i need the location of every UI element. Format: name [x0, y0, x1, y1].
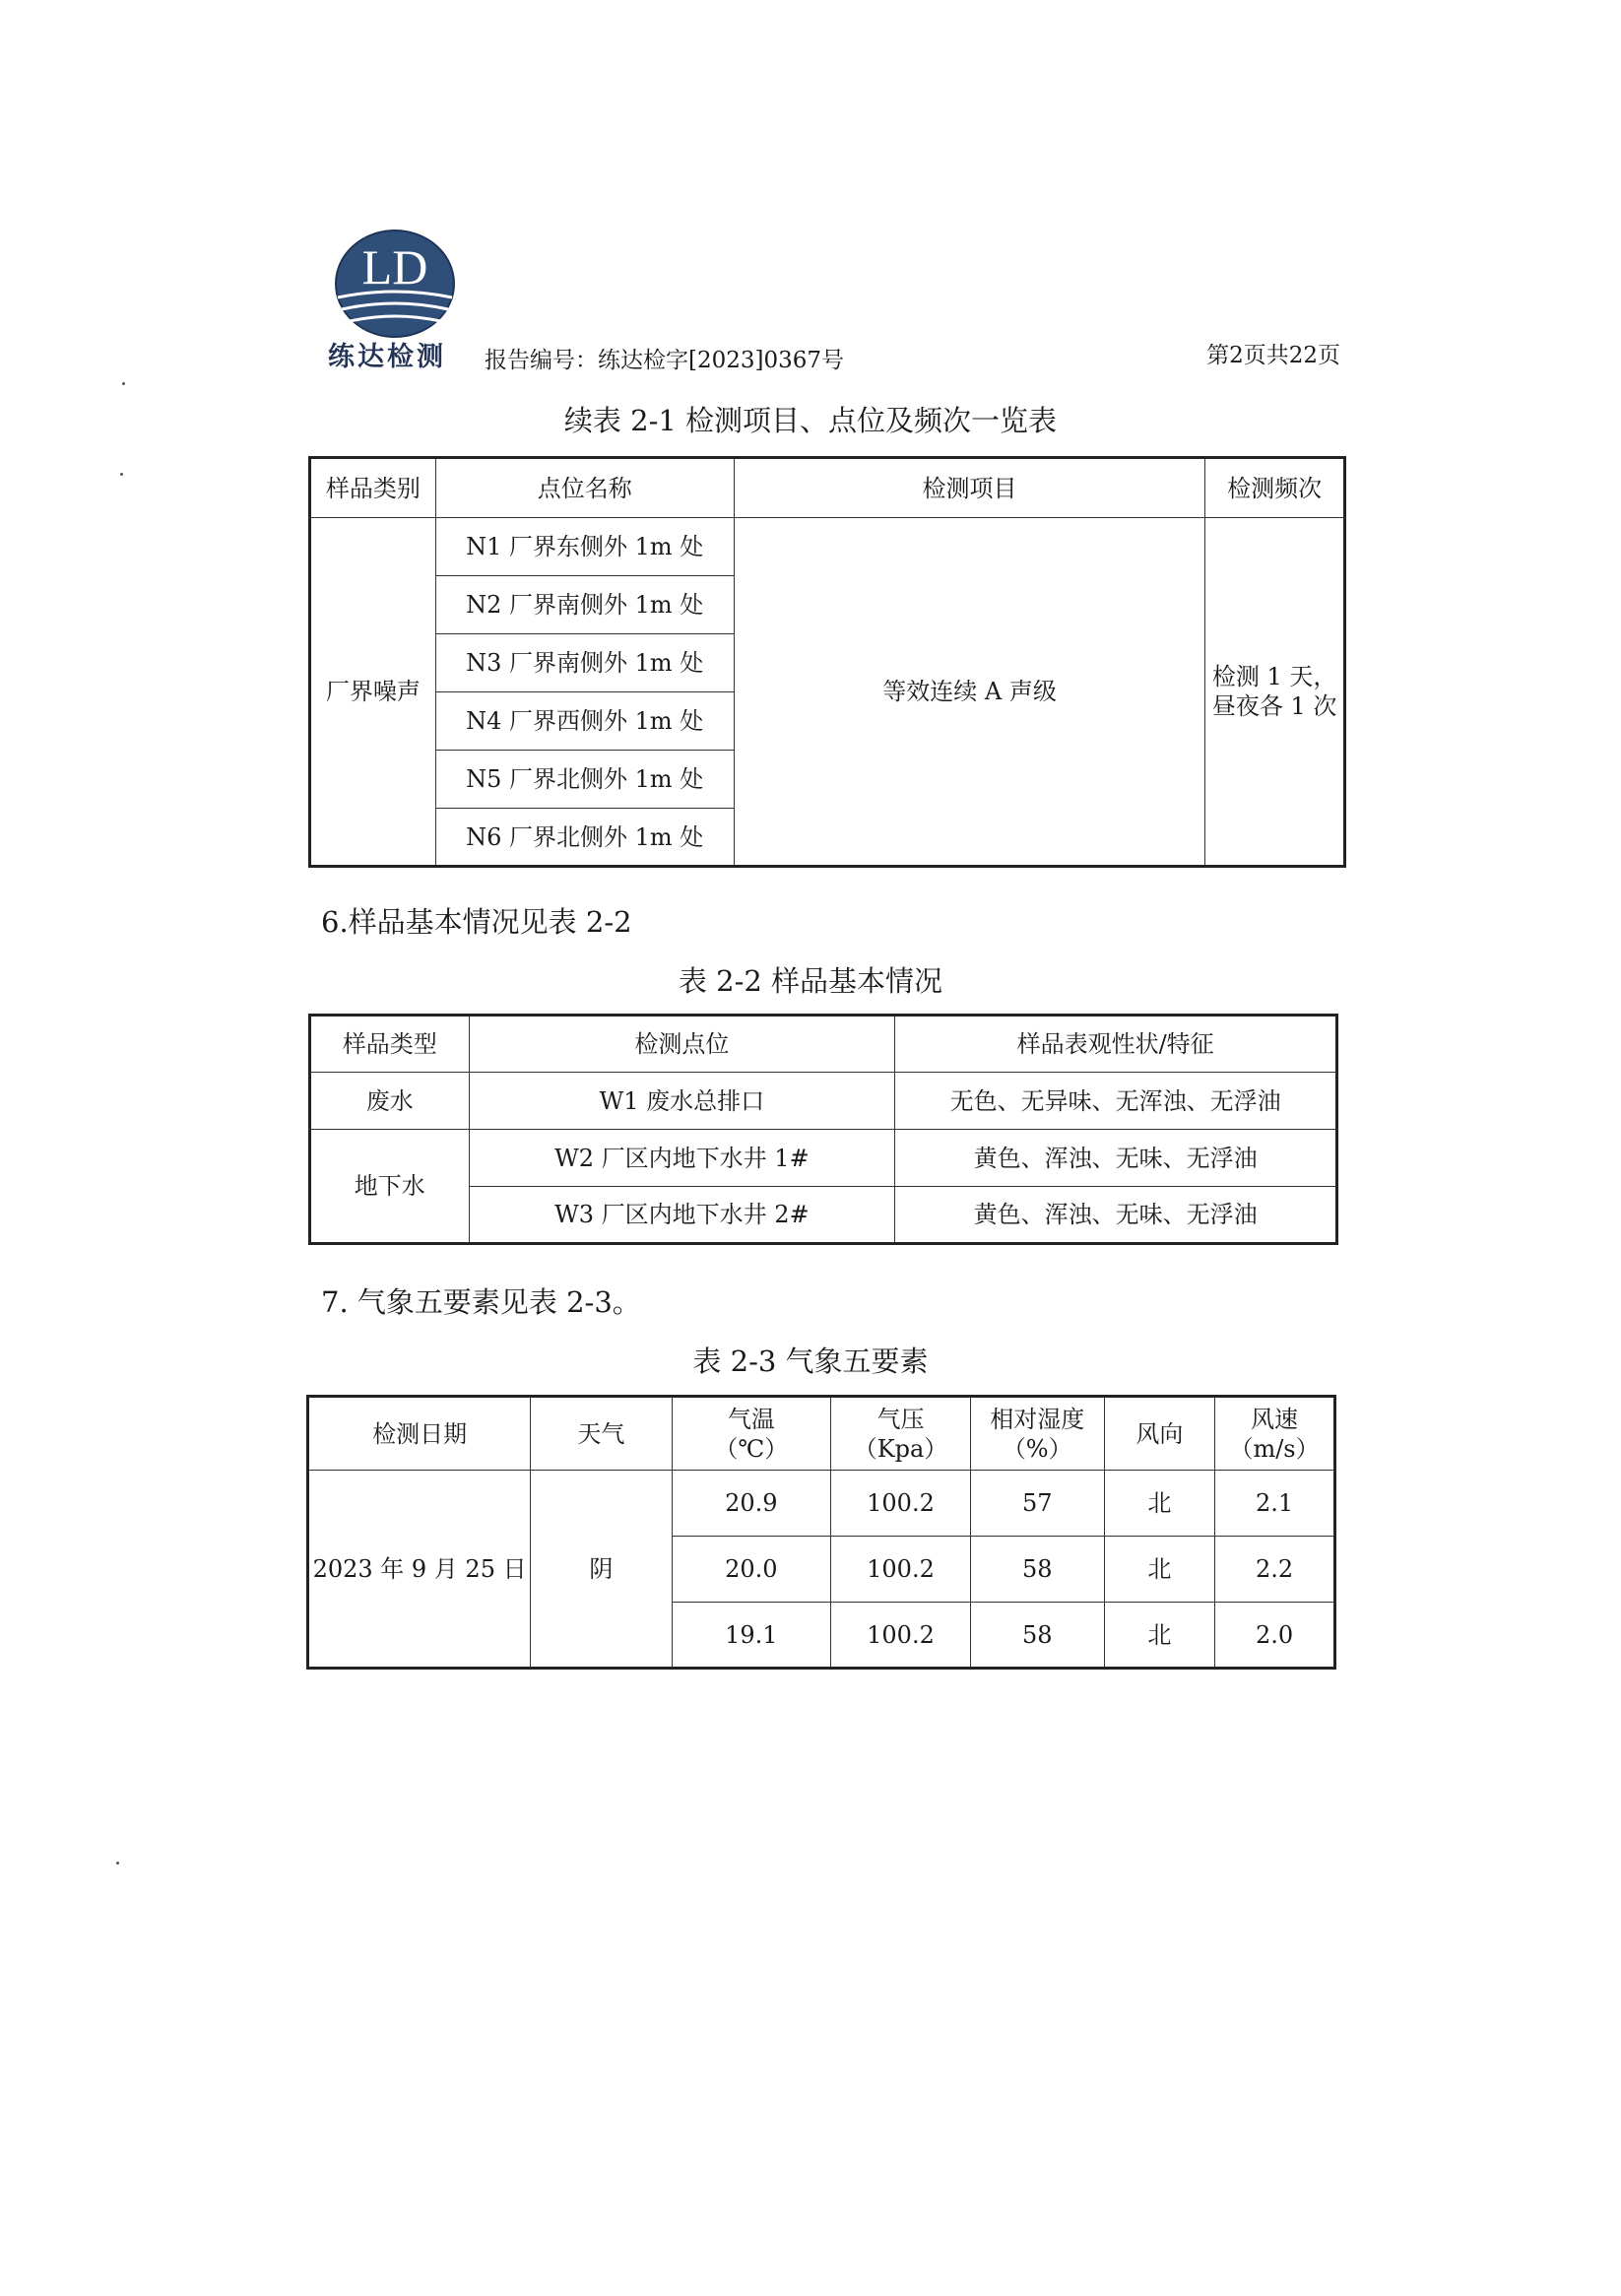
header-cell [831, 1397, 971, 1471]
scan-speck [122, 382, 125, 385]
sample-type-cell: 地下水 [310, 1130, 470, 1244]
pressure-cell: 100.2 [831, 1471, 971, 1537]
page-number: 第2页共22页 [1206, 343, 1340, 368]
test-item-cell: 等效连续 A 声级 [734, 518, 1205, 867]
temp-cell: 20.0 [672, 1537, 831, 1603]
wind-dir-cell: 北 [1104, 1603, 1215, 1669]
wind-speed-cell: 2.0 [1215, 1603, 1335, 1669]
header-line: 气温 [727, 1405, 775, 1433]
table-row [310, 518, 1345, 576]
frequency-line: 检测 1 天， [1211, 663, 1337, 690]
wind-dir-cell: 北 [1104, 1471, 1215, 1537]
table-2-3-caption: 表 2-3 气象五要素 [692, 1345, 929, 1378]
company-logo [330, 229, 460, 347]
report-number: 报告编号：练达检字[2023]0367号 [485, 348, 845, 373]
humidity-cell: 58 [970, 1603, 1104, 1669]
header-cell: 检测项目 [734, 458, 1205, 518]
frequency-cell [1205, 518, 1345, 867]
sample-type-cell: 废水 [310, 1073, 470, 1130]
point-cell: N4 厂界西侧外 1m 处 [435, 692, 734, 751]
temp-cell: 20.9 [672, 1471, 831, 1537]
feature-cell: 黄色、浑浊、无味、无浮油 [895, 1187, 1337, 1244]
table-2-2 [308, 1014, 1338, 1245]
header-line: 风速 [1251, 1405, 1299, 1433]
wind-speed-cell: 2.2 [1215, 1537, 1335, 1603]
pressure-cell: 100.2 [831, 1603, 971, 1669]
header-cell: 样品表观性状/特征 [895, 1016, 1337, 1073]
humidity-cell: 58 [970, 1537, 1104, 1603]
point-cell: N6 厂界北侧外 1m 处 [435, 809, 734, 867]
table-2-2-caption: 表 2-2 样品基本情况 [678, 964, 943, 998]
header-cell [1215, 1397, 1335, 1471]
header-cell: 检测点位 [469, 1016, 895, 1073]
sample-category-cell: 厂界噪声 [310, 518, 436, 867]
header-line: 风向 [1135, 1419, 1184, 1448]
humidity-cell: 57 [970, 1471, 1104, 1537]
header-cell: 点位名称 [435, 458, 734, 518]
header-cell: 检测频次 [1205, 458, 1345, 518]
scan-speck [120, 473, 123, 476]
table-2-3 [306, 1395, 1336, 1670]
table-row [310, 1073, 1337, 1130]
date-cell: 2023 年 9 月 25 日 [308, 1471, 531, 1669]
header-cell [308, 1397, 531, 1471]
header-line: 天气 [577, 1419, 625, 1448]
header-cell [1104, 1397, 1215, 1471]
scan-speck [116, 1862, 119, 1865]
header-unit: （℃） [714, 1434, 789, 1463]
header-cell: 样品类别 [310, 458, 436, 518]
header-cell [970, 1397, 1104, 1471]
point-cell: N3 厂界南侧外 1m 处 [435, 634, 734, 692]
feature-cell: 无色、无异味、无浑浊、无浮油 [895, 1073, 1337, 1130]
section-7-heading: 7. 气象五要素见表 2-3。 [321, 1285, 641, 1319]
header-line: 气压 [876, 1405, 925, 1433]
point-cell: N2 厂界南侧外 1m 处 [435, 576, 734, 634]
header-cell [531, 1397, 672, 1471]
header-unit: （%） [1002, 1434, 1072, 1463]
logo-text: 练达检测 [328, 342, 446, 372]
header-cell [672, 1397, 831, 1471]
pressure-cell: 100.2 [831, 1537, 971, 1603]
wind-dir-cell: 北 [1104, 1537, 1215, 1603]
weather-cell: 阴 [531, 1471, 672, 1669]
temp-cell: 19.1 [672, 1603, 831, 1669]
table-header-row [310, 1016, 1337, 1073]
point-cell: N5 厂界北侧外 1m 处 [435, 751, 734, 809]
wind-speed-cell: 2.1 [1215, 1471, 1335, 1537]
logo-letters: LD [361, 239, 428, 295]
table-header-row [308, 1397, 1335, 1471]
table-2-1 [308, 456, 1346, 868]
section-6-heading: 6.样品基本情况见表 2-2 [321, 905, 632, 939]
test-point-cell: W1 废水总排口 [469, 1073, 895, 1130]
header-cell: 样品类型 [310, 1016, 470, 1073]
frequency-line: 昼夜各 1 次 [1211, 692, 1337, 720]
table-header-row [310, 458, 1345, 518]
table-2-1-caption: 续表 2-1 检测项目、点位及频次一览表 [563, 404, 1058, 437]
header-line: 检测日期 [372, 1419, 468, 1448]
table-row [310, 1130, 1337, 1187]
header-line: 相对湿度 [990, 1405, 1085, 1433]
header-unit: （m/s） [1229, 1434, 1320, 1463]
test-point-cell: W2 厂区内地下水井 1# [469, 1130, 895, 1187]
table-row [308, 1471, 1335, 1537]
point-cell: N1 厂界东侧外 1m 处 [435, 518, 734, 576]
feature-cell: 黄色、浑浊、无味、无浮油 [895, 1130, 1337, 1187]
header-unit: （Kpa） [853, 1434, 948, 1463]
test-point-cell: W3 厂区内地下水井 2# [469, 1187, 895, 1244]
